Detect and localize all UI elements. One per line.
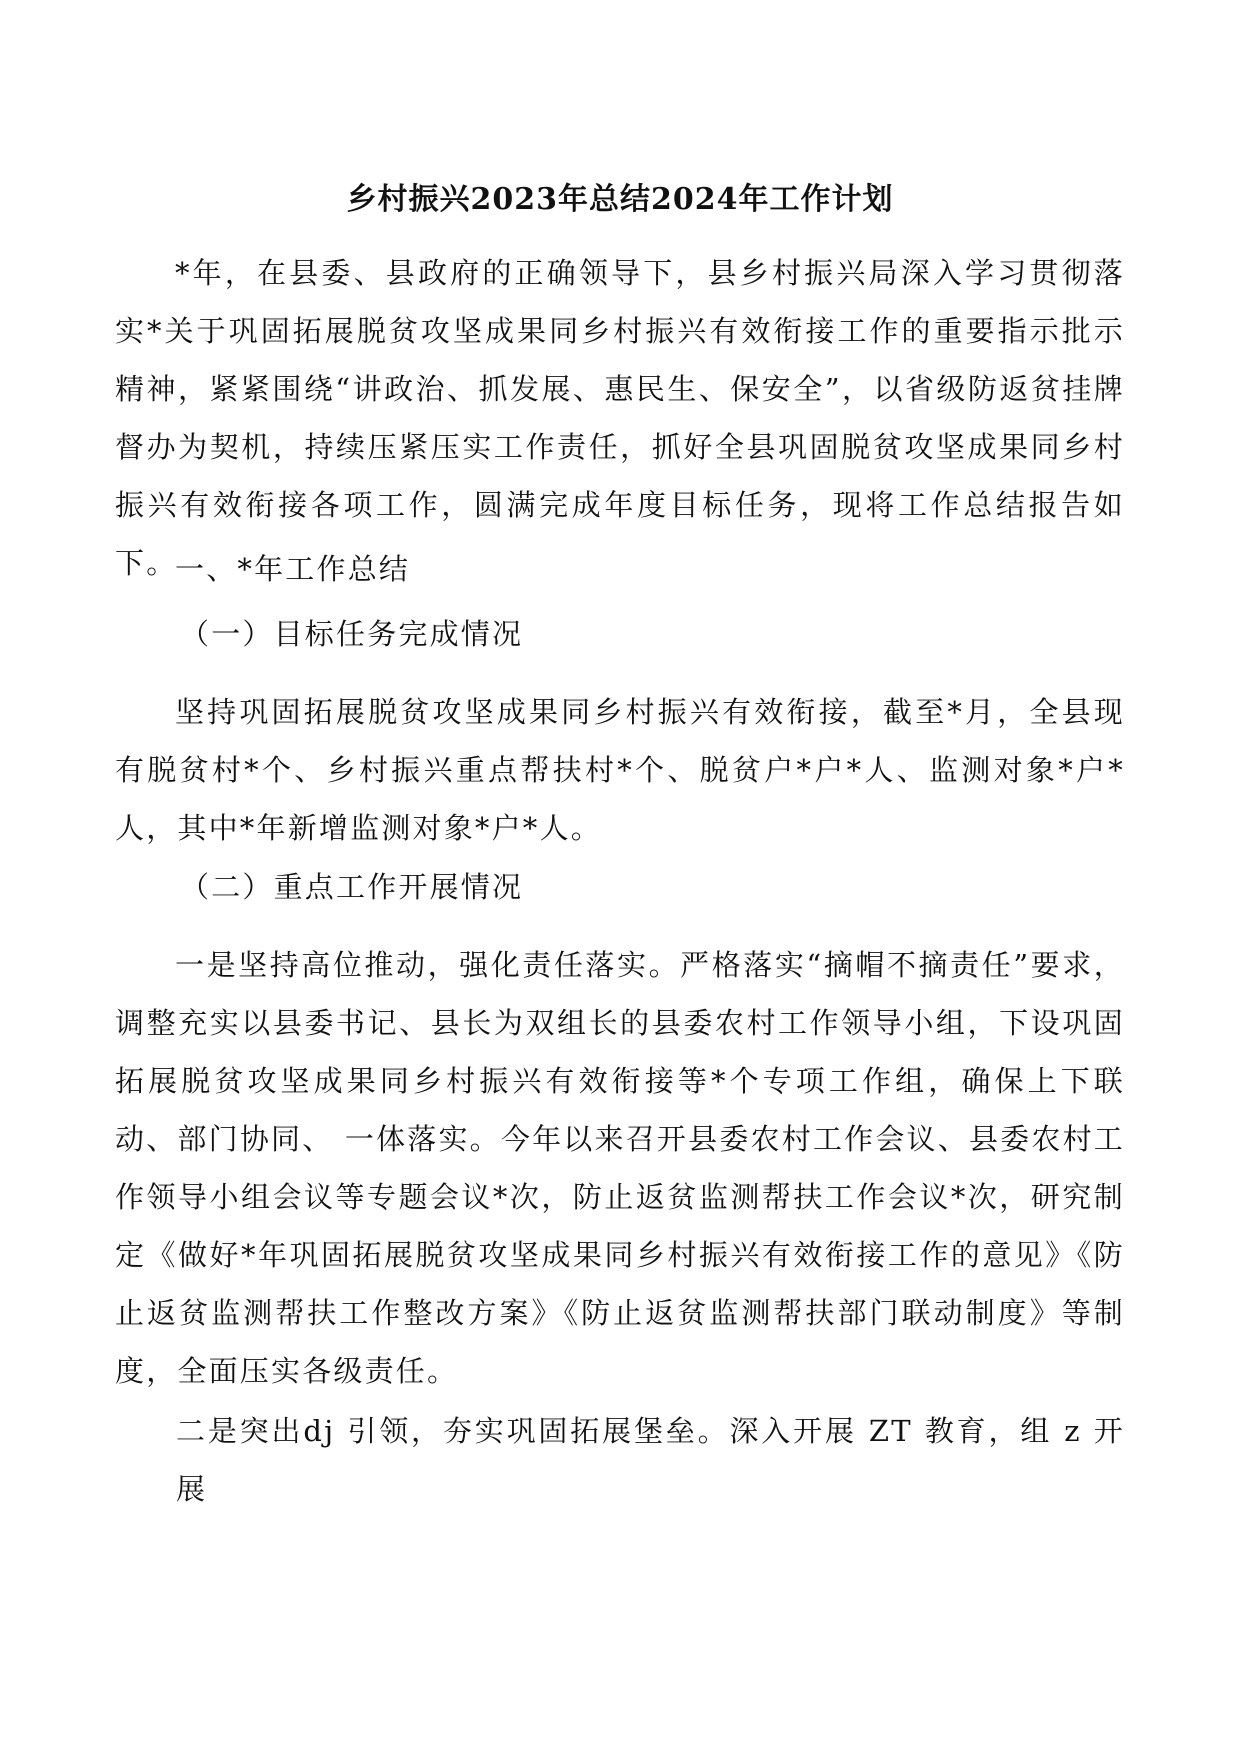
document-title: 乡村振兴2023年总结2024年工作计划 xyxy=(346,182,894,217)
section-heading-summary: 一、*年工作总结 xyxy=(175,552,411,586)
targets-paragraph: 坚持巩固拓展脱贫攻坚成果同乡村振兴有效衔接，截至*月，全县现有脱贫村*个、乡村振兴重点帮扶村*个、脱贫户*户*人、监测对象*户*人，其中*年新增监测对象*户*人。 xyxy=(115,695,1125,845)
key-work-paragraph-1: 一是坚持高位推动，强化责任落实。严格落实“摘帽不摘责任”要求，调整充实以县委书记、县长为双组长的县委农村工作领导小组，下设巩固拓展脱贫攻坚成果同乡村振兴有效衔接等*个专项工作组，确保上下联动、部门协同、 一体落实。今年以来召开县委农村工作会议、县委农村工作领导小组会议等专题会议*次，防止返贫监测帮扶工作会议*次，研究制定《做好*年巩固拓展脱贫攻坚成果同乡村振兴有效衔接工作的意见》《防止返贫监测帮扶工作整改方案》《防止返贫监测帮扶部门联动制度》等制度，全面压实各级责任。 xyxy=(115,948,1125,1388)
subsection-heading-key-work: （二）重点工作开展情况 xyxy=(180,870,524,904)
subsection-heading-targets: （一）目标任务完成情况 xyxy=(180,617,524,651)
intro-paragraph: *年，在县委、县政府的正确领导下，县乡村振兴局深入学习贯彻落实*关于巩固拓展脱贫攻坚成果同乡村振兴有效衔接工作的重要指示批示精神，紧紧围绕“讲政治、抓发展、惠民生、保安全”，以省级防返贫挂牌督办为契机，持续压紧压实工作责任，抓好全县巩固脱贫攻坚成果同乡村振兴有效衔接各项工作，圆满完成年度目标任务，现将工作总结报告如下。 xyxy=(115,256,1125,580)
key-work-paragraph-2: 二是突出dj 引领，夯实巩固拓展堡垒。深入开展 ZT 教育，组 z 开展 xyxy=(176,1414,1125,1506)
